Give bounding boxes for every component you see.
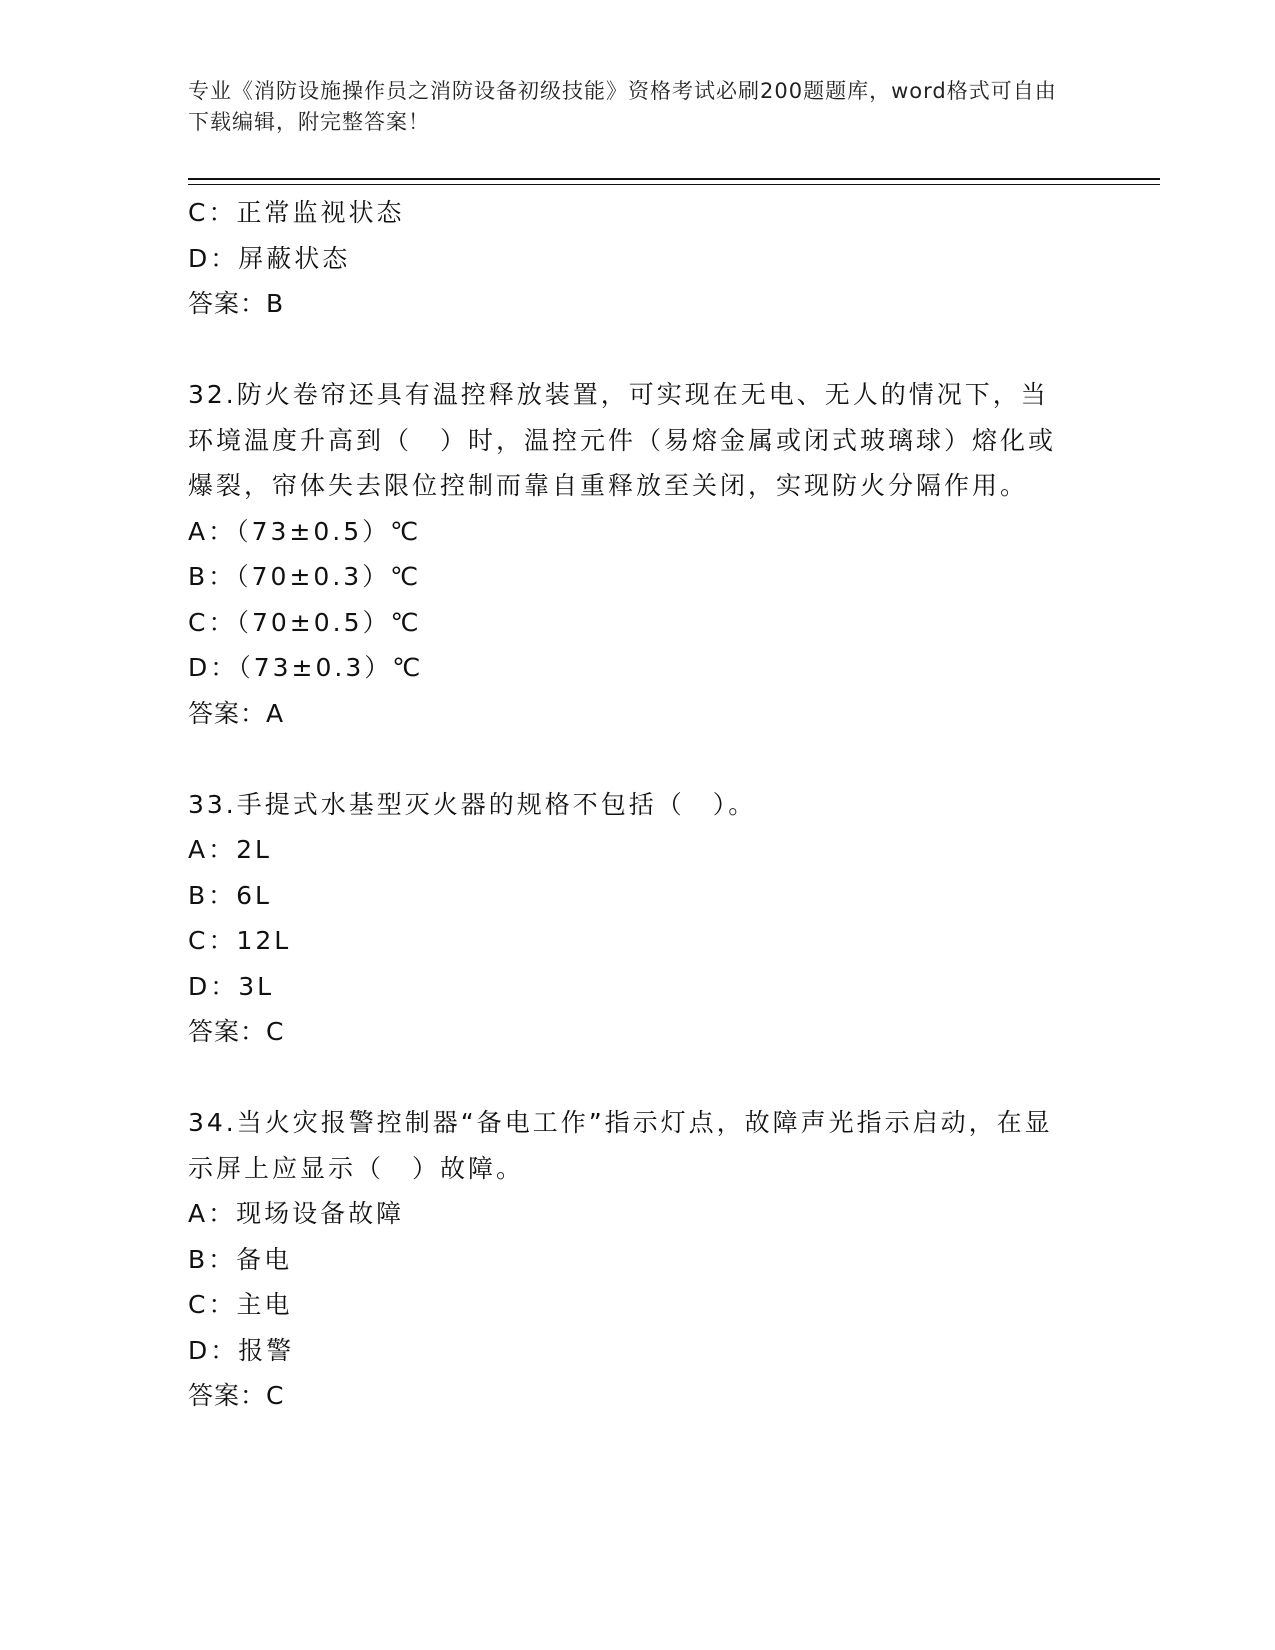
document-body <box>188 190 1088 1419</box>
answer-line: 答案：C <box>188 1017 285 1046</box>
option-d: D：屏蔽状态 <box>188 243 351 273</box>
question-stem: 32.防火卷帘还具有温控释放装置，可实现在无电、无人的情况下，当环境温度升高到（ ）时，温控元件（易熔金属或闭式玻璃球）熔化或爆裂，帘体失去限位控制而靠自重释放至关闭，实现防火分隔作用。 <box>188 380 1057 500</box>
option-a: A：现场设备故障 <box>188 1199 405 1228</box>
option-a: A：（73±0.5）℃ <box>188 516 422 546</box>
option-b: B：（70±0.3）℃ <box>188 562 422 591</box>
option-c: C：主电 <box>188 1290 293 1319</box>
option-d: D：报警 <box>188 1335 295 1365</box>
option-c: C：（70±0.5）℃ <box>188 607 422 637</box>
option-d: D：3L <box>188 971 275 1001</box>
option-b: B：6L <box>188 880 272 910</box>
question-stem: 33.手提式水基型灭火器的规格不包括（ ）。 <box>188 789 757 819</box>
option-c: C：正常监视状态 <box>188 198 405 227</box>
question-33 <box>188 782 1088 1055</box>
option-c: C：12L <box>188 926 292 955</box>
header-divider-thick <box>188 178 1160 180</box>
question-stem: 34.当火灾报警控制器“备电工作”指示灯点，故障声光指示启动，在显示屏上应显示（ ）故障。 <box>188 1108 1053 1183</box>
answer-line: 答案：A <box>188 698 285 728</box>
option-b: B：备电 <box>188 1244 293 1274</box>
option-d: D：（73±0.3）℃ <box>188 653 424 682</box>
document-header: 专业《消防设施操作员之消防设备初级技能》资格考试必刷200题题库，word格式可自由下载编辑，附完整答案！ <box>188 79 1057 134</box>
continued-question <box>188 190 1088 327</box>
question-32 <box>188 372 1088 736</box>
answer-line: 答案：B <box>188 289 285 318</box>
option-a: A：2L <box>188 835 272 864</box>
header-divider-thin <box>188 184 1160 185</box>
answer-line: 答案：C <box>188 1381 285 1410</box>
question-34 <box>188 1100 1088 1419</box>
